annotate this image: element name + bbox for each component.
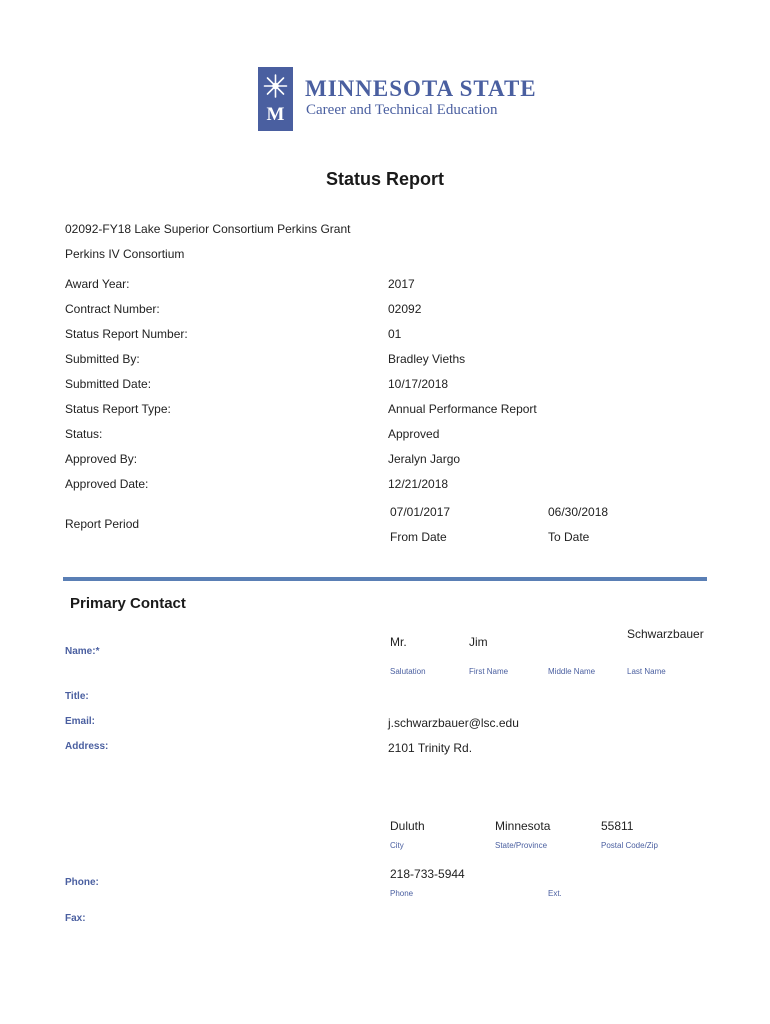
address-label: Address: bbox=[65, 741, 109, 752]
approved-by-value: Jeralyn Jargo bbox=[388, 452, 461, 466]
approved-date-value: 12/21/2018 bbox=[388, 477, 449, 491]
fax-label: Fax: bbox=[65, 913, 86, 924]
middle-name-caption: Middle Name bbox=[548, 667, 596, 676]
phone-caption: Phone bbox=[390, 889, 414, 898]
submitted-date-label: Submitted Date: bbox=[65, 377, 152, 391]
postal-code-value: 55811 bbox=[601, 819, 634, 833]
state-value: Minnesota bbox=[495, 819, 551, 833]
city-value: Duluth bbox=[390, 819, 425, 833]
brand-subtitle: Career and Technical Education bbox=[306, 102, 498, 118]
first-name-value: Jim bbox=[469, 635, 488, 649]
status-report-number-label: Status Report Number: bbox=[65, 327, 188, 341]
first-name-caption: First Name bbox=[469, 667, 509, 676]
status-label: Status: bbox=[65, 427, 103, 441]
email-label: Email: bbox=[65, 716, 96, 727]
award-year-value: 2017 bbox=[388, 277, 415, 291]
logo-letter: M bbox=[266, 104, 285, 125]
state-caption: State/Province bbox=[495, 841, 548, 850]
last-name-value: Schwarzbauer bbox=[627, 627, 704, 641]
minnesota-state-logo bbox=[258, 67, 293, 131]
submitted-by-label: Submitted By: bbox=[65, 352, 140, 366]
primary-contact-heading: Primary Contact bbox=[70, 595, 186, 612]
award-year-label: Award Year: bbox=[65, 277, 130, 291]
status-report-number-value: 01 bbox=[388, 327, 402, 341]
status-value: Approved bbox=[388, 427, 440, 441]
address-value: 2101 Trinity Rd. bbox=[388, 741, 473, 755]
salutation-value: Mr. bbox=[390, 635, 407, 649]
salutation-caption: Salutation bbox=[390, 667, 426, 676]
from-date-caption: From Date bbox=[390, 530, 447, 544]
program-name: Perkins IV Consortium bbox=[65, 247, 185, 261]
section-divider bbox=[63, 577, 707, 581]
contract-number-value: 02092 bbox=[388, 302, 422, 316]
postal-code-caption: Postal Code/Zip bbox=[601, 841, 658, 850]
star-icon bbox=[258, 67, 293, 131]
contract-number-label: Contract Number: bbox=[65, 302, 160, 316]
last-name-caption: Last Name bbox=[627, 667, 666, 676]
page-title: Status Report bbox=[325, 169, 444, 189]
brand-title: MINNESOTA STATE bbox=[305, 76, 537, 101]
phone-value: 218-733-5944 bbox=[390, 867, 465, 881]
approved-by-label: Approved By: bbox=[65, 452, 138, 466]
report-type-label: Status Report Type: bbox=[65, 402, 171, 416]
to-date-caption: To Date bbox=[548, 530, 590, 544]
from-date-value: 07/01/2017 bbox=[390, 505, 451, 519]
city-caption: City bbox=[390, 841, 404, 850]
submitted-date-value: 10/17/2018 bbox=[388, 377, 449, 391]
title-label: Title: bbox=[65, 691, 89, 702]
report-period-label: Report Period bbox=[65, 517, 140, 531]
approved-date-label: Approved Date: bbox=[65, 477, 149, 491]
email-value: j.schwarzbauer@lsc.edu bbox=[388, 716, 519, 730]
extension-caption: Ext. bbox=[548, 889, 562, 898]
grant-name: 02092-FY18 Lake Superior Consortium Perkins Grant bbox=[65, 222, 351, 236]
phone-label: Phone: bbox=[65, 877, 99, 888]
name-label: Name:* bbox=[65, 646, 100, 657]
submitted-by-value: Bradley Vieths bbox=[388, 352, 466, 366]
report-type-value: Annual Performance Report bbox=[388, 402, 537, 416]
to-date-value: 06/30/2018 bbox=[548, 505, 609, 519]
